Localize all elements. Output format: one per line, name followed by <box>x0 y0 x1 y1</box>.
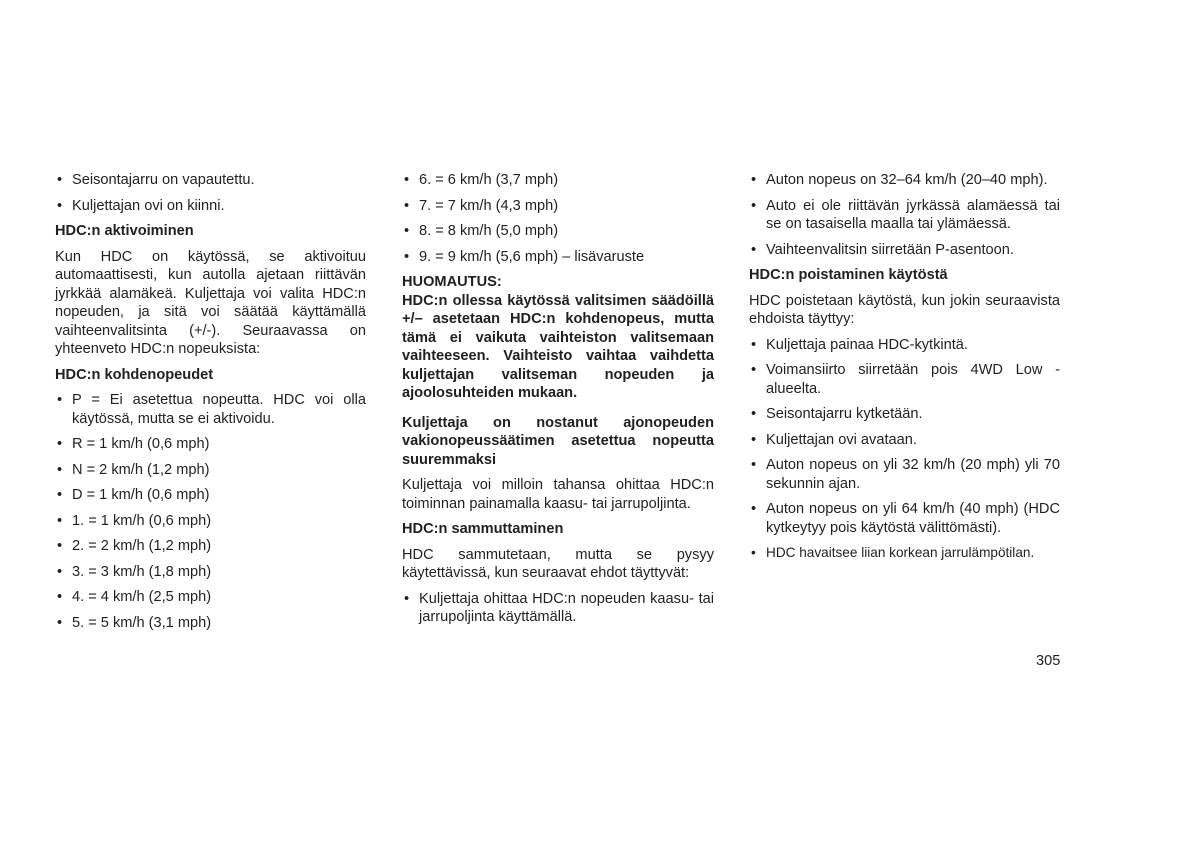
bullet-icon: • <box>57 563 63 580</box>
list-item: • P = Ei asetettua nopeutta. HDC voi olla käytössä, mutta se ei aktivoidu. <box>57 392 366 427</box>
list-item: • 1. = 1 km/h (0,6 mph) <box>57 512 212 529</box>
heading-target-speeds: HDC:n kohdenopeudet <box>55 366 214 383</box>
disable-text: HDC poistetaan käytöstä, kun jokin seuraavista ehdoista täyttyy: <box>749 292 1060 327</box>
deactivation-list-continued <box>749 171 1060 259</box>
bullet-icon: • <box>751 197 757 214</box>
column-right <box>749 171 1060 570</box>
deactivation-text: HDC sammutetaan, mutta se pysyy käytettävissä, kun seuraavat ehdot täyttyvät: <box>402 546 714 581</box>
bullet-icon: • <box>57 538 63 554</box>
bullet-icon: • <box>751 336 757 353</box>
bullet-icon: • <box>751 431 757 448</box>
list-item: • Kuljettajan ovi on kiinni. <box>57 197 225 214</box>
bullet-icon: • <box>404 248 410 265</box>
page-number: 305 <box>1036 653 1061 669</box>
column-middle <box>402 171 714 634</box>
deactivation-heading: HDC:n sammuttaminen <box>402 521 564 537</box>
bullet-icon: • <box>57 461 63 478</box>
bullet-icon: • <box>57 197 63 214</box>
list-item: • 9. = 9 km/h (5,6 mph) – lisävaruste <box>404 248 645 265</box>
note-heading: HUOMAUTUS: <box>402 274 502 290</box>
list-item: • 2. = 2 km/h (1,2 mph) <box>57 538 212 554</box>
note-text: HDC:n ollessa käytössä valitsimen säädöillä +/– asetetaan HDC:n kohdenopeus, mutta tämä ei vaikuta vaihteiston valitsemaan vaihteeseen. Vaihteisto vaihtaa vaihdetta kuljettajan valitseman nopeuden ja ajoolosuhteiden mukaan. <box>402 292 714 401</box>
bullet-icon: • <box>57 436 63 452</box>
override-heading: Kuljettaja on nostanut ajonopeuden vakionopeussäätimen asetettua nopeutta suuremmaksi <box>402 414 714 468</box>
bullet-icon: • <box>751 172 757 188</box>
list-item: • Kuljettaja ohittaa HDC:n nopeuden kaasu- tai jarrupoljinta käyttämällä. <box>404 590 714 625</box>
list-item: • 5. = 5 km/h (3,1 mph) <box>57 614 212 631</box>
bullet-icon: • <box>751 362 757 378</box>
bullet-icon: • <box>404 197 410 214</box>
bullet-icon: • <box>751 241 757 258</box>
list-item: • Kuljettaja painaa HDC-kytkintä. <box>751 336 968 353</box>
list-item: • Auto ei ole riittävän jyrkässä alamäessä tai se on tasaisella maalla tai ylämäessä. <box>751 197 1060 232</box>
bullet-icon: • <box>751 501 757 517</box>
list-item: • 4. = 4 km/h (2,5 mph) <box>57 589 212 605</box>
list-item: • HDC havaitsee liian korkean jarrulämpötilan. <box>749 544 1060 563</box>
disable-heading: HDC:n poistaminen käytöstä <box>749 267 948 283</box>
bullet-icon: • <box>404 223 410 239</box>
list-item: • Kuljettajan ovi avataan. <box>751 431 917 448</box>
list-item: • R = 1 km/h (0,6 mph) <box>57 436 210 452</box>
bullet-icon: • <box>57 589 63 605</box>
list-item: • Auton nopeus on 32–64 km/h (20–40 mph). <box>751 172 1048 188</box>
list-item: • N = 2 km/h (1,2 mph) <box>57 461 210 478</box>
column-left <box>55 171 366 639</box>
bullet-icon: • <box>57 172 63 188</box>
speed-list <box>55 391 366 632</box>
bullet-icon: • <box>57 614 63 631</box>
list-item: • Auton nopeus on yli 64 km/h (40 mph) (HDC kytkeytyy pois käytöstä välittömästi). <box>751 501 1060 536</box>
status-list <box>55 171 366 215</box>
list-item: • 7. = 7 km/h (4,3 mph) <box>404 197 559 214</box>
list-item: • Seisontajarru on vapautettu. <box>57 172 255 188</box>
list-item: • Vaihteenvalitsin siirretään P-asentoon. <box>751 241 1014 258</box>
heading-activation: HDC:n aktivoiminen <box>55 223 194 239</box>
speed-list-continued <box>402 171 714 266</box>
bullet-icon: • <box>57 512 63 529</box>
list-item: • 6. = 6 km/h (3,7 mph) <box>404 172 559 188</box>
list-item: • 8. = 8 km/h (5,0 mph) <box>404 223 559 239</box>
list-item: • Voimansiirto siirretään pois 4WD Low -alueelta. <box>751 362 1060 397</box>
list-item: • 3. = 3 km/h (1,8 mph) <box>57 563 212 580</box>
bullet-icon: • <box>57 392 63 408</box>
deactivation-list <box>402 590 714 627</box>
bullet-icon: • <box>404 172 410 188</box>
bullet-icon: • <box>751 457 757 473</box>
list-item: • D = 1 km/h (0,6 mph) <box>57 487 210 503</box>
bullet-icon: • <box>751 545 756 560</box>
bullet-icon: • <box>751 406 757 422</box>
bullet-icon: • <box>57 487 63 503</box>
bullet-icon: • <box>404 590 410 607</box>
override-text: Kuljettaja voi milloin tahansa ohittaa HDC:n toiminnan painamalla kaasu- tai jarrupoljinta. <box>402 477 714 512</box>
activation-text: Kun HDC on käytössä, se aktivoituu automaattisesti, kun autolla ajetaan riittävän jyrkkää alamäkeä. Kuljettaja voi valita HDC:n nopeuden, ja sitä voi säätää käyttämällä vaihteenvalitsinta (+/-). Seuraavassa on yhteenveto HDC:n nopeuksista: <box>55 248 366 357</box>
list-item: • Auton nopeus on yli 32 km/h (20 mph) yli 70 sekunnin ajan. <box>751 457 1060 492</box>
list-item: • Seisontajarru kytketään. <box>751 406 923 422</box>
disable-list <box>749 336 1060 563</box>
